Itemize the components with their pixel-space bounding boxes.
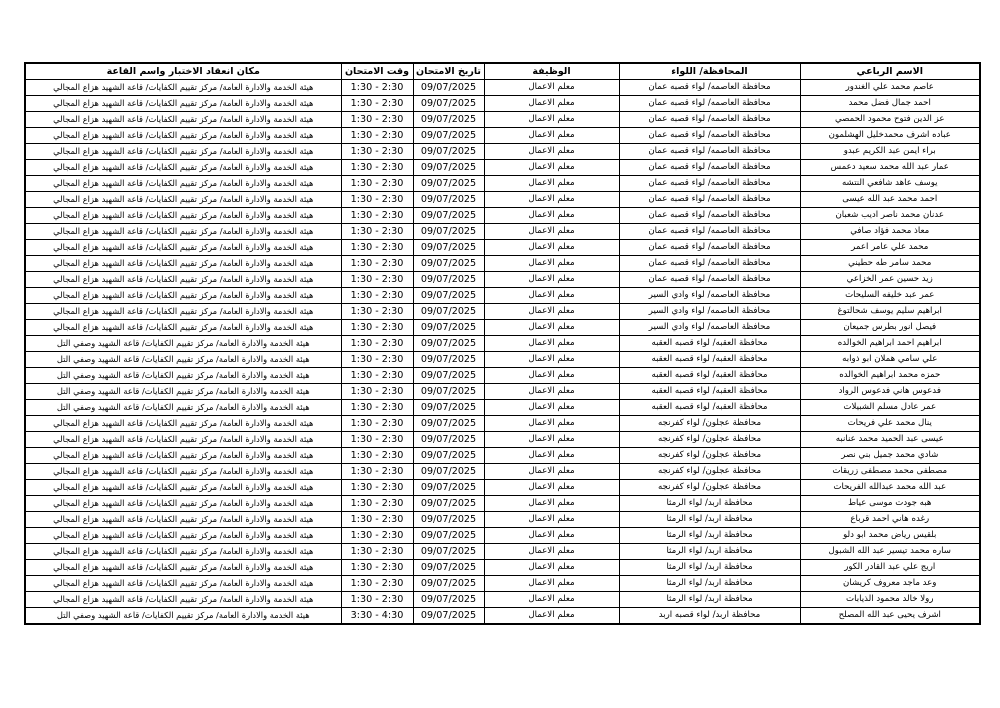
cell-exam_date: 09/07/2025 xyxy=(413,320,484,336)
cell-location: هيئة الخدمة والادارة العامة/ مركز تقييم الكفايات/ قاعة الشهيد وصفي التل xyxy=(25,384,341,400)
cell-governorate: محافظة العقبه/ لواء قصبه العقبه xyxy=(619,384,800,400)
cell-governorate: محافظة العاصمه/ لواء وادي السير xyxy=(619,288,800,304)
table-row xyxy=(25,208,980,224)
cell-exam_time: 1:30 - 2:30 xyxy=(341,400,413,416)
cell-exam_time: 1:30 - 2:30 xyxy=(341,464,413,480)
cell-exam_time: 1:30 - 2:30 xyxy=(341,576,413,592)
cell-location: هيئة الخدمة والادارة العامة/ مركز تقييم الكفايات/ قاعة الشهيد هزاع المجالي xyxy=(25,576,341,592)
cell-exam_time: 1:30 - 2:30 xyxy=(341,496,413,512)
cell-exam_time: 1:30 - 2:30 xyxy=(341,384,413,400)
cell-job: معلم الاعمال xyxy=(484,272,619,288)
cell-exam_date: 09/07/2025 xyxy=(413,576,484,592)
cell-name: عمر عادل مسلم الشبيلات xyxy=(800,400,980,416)
table-row xyxy=(25,288,980,304)
cell-location: هيئة الخدمة والادارة العامة/ مركز تقييم الكفايات/ قاعة الشهيد هزاع المجالي xyxy=(25,448,341,464)
cell-exam_date: 09/07/2025 xyxy=(413,112,484,128)
cell-location: هيئة الخدمة والادارة العامة/ مركز تقييم الكفايات/ قاعة الشهيد هزاع المجالي xyxy=(25,224,341,240)
cell-job: معلم الاعمال xyxy=(484,128,619,144)
cell-exam_time: 1:30 - 2:30 xyxy=(341,432,413,448)
cell-exam_time: 1:30 - 2:30 xyxy=(341,192,413,208)
cell-location: هيئة الخدمة والادارة العامة/ مركز تقييم الكفايات/ قاعة الشهيد هزاع المجالي xyxy=(25,256,341,272)
cell-exam_date: 09/07/2025 xyxy=(413,272,484,288)
cell-location: هيئة الخدمة والادارة العامة/ مركز تقييم الكفايات/ قاعة الشهيد وصفي التل xyxy=(25,368,341,384)
cell-job: معلم الاعمال xyxy=(484,320,619,336)
cell-exam_time: 1:30 - 2:30 xyxy=(341,512,413,528)
cell-location: هيئة الخدمة والادارة العامة/ مركز تقييم الكفايات/ قاعة الشهيد هزاع المجالي xyxy=(25,208,341,224)
cell-name: احمد محمد عبد الله عيسى xyxy=(800,192,980,208)
cell-exam_time: 1:30 - 2:30 xyxy=(341,528,413,544)
cell-exam_date: 09/07/2025 xyxy=(413,224,484,240)
cell-governorate: محافظة عجلون/ لواء كفرنجه xyxy=(619,432,800,448)
cell-location: هيئة الخدمة والادارة العامة/ مركز تقييم الكفايات/ قاعة الشهيد هزاع المجالي xyxy=(25,544,341,560)
cell-name: محمد سامر طه حطيني xyxy=(800,256,980,272)
cell-exam_time: 1:30 - 2:30 xyxy=(341,240,413,256)
column-header-name: الاسم الرباعي xyxy=(800,63,980,80)
cell-exam_date: 09/07/2025 xyxy=(413,176,484,192)
cell-governorate: محافظة العاصمه/ لواء وادي السير xyxy=(619,320,800,336)
cell-name: بلقيس رياض محمد ابو دلو xyxy=(800,528,980,544)
cell-exam_date: 09/07/2025 xyxy=(413,528,484,544)
cell-exam_date: 09/07/2025 xyxy=(413,256,484,272)
cell-governorate: محافظة العاصمه/ لواء قصبه عمان xyxy=(619,128,800,144)
cell-job: معلم الاعمال xyxy=(484,544,619,560)
cell-job: معلم الاعمال xyxy=(484,192,619,208)
table-row xyxy=(25,320,980,336)
cell-job: معلم الاعمال xyxy=(484,416,619,432)
cell-governorate: محافظة عجلون/ لواء كفرنجه xyxy=(619,448,800,464)
cell-exam_date: 09/07/2025 xyxy=(413,464,484,480)
cell-job: معلم الاعمال xyxy=(484,224,619,240)
cell-job: معلم الاعمال xyxy=(484,368,619,384)
cell-governorate: محافظة العاصمه/ لواء قصبه عمان xyxy=(619,112,800,128)
cell-name: ساره محمد تيسير عبد الله الشبول xyxy=(800,544,980,560)
table-row xyxy=(25,528,980,544)
table-row xyxy=(25,240,980,256)
cell-name: عز الدين فتوح محمود الحمصي xyxy=(800,112,980,128)
cell-governorate: محافظة العاصمه/ لواء قصبه عمان xyxy=(619,208,800,224)
cell-name: عمر عبد خليفه السليحات xyxy=(800,288,980,304)
table-row xyxy=(25,128,980,144)
cell-location: هيئة الخدمة والادارة العامة/ مركز تقييم الكفايات/ قاعة الشهيد هزاع المجالي xyxy=(25,288,341,304)
cell-location: هيئة الخدمة والادارة العامة/ مركز تقييم الكفايات/ قاعة الشهيد هزاع المجالي xyxy=(25,528,341,544)
cell-location: هيئة الخدمة والادارة العامة/ مركز تقييم الكفايات/ قاعة الشهيد هزاع المجالي xyxy=(25,80,341,96)
table-row xyxy=(25,160,980,176)
cell-exam_time: 1:30 - 2:30 xyxy=(341,448,413,464)
cell-location: هيئة الخدمة والادارة العامة/ مركز تقييم الكفايات/ قاعة الشهيد هزاع المجالي xyxy=(25,480,341,496)
cell-exam_date: 09/07/2025 xyxy=(413,560,484,576)
cell-job: معلم الاعمال xyxy=(484,400,619,416)
cell-exam_time: 1:30 - 2:30 xyxy=(341,560,413,576)
table-row xyxy=(25,112,980,128)
cell-exam_date: 09/07/2025 xyxy=(413,208,484,224)
cell-exam_date: 09/07/2025 xyxy=(413,352,484,368)
cell-name: فدعوس هاني فدعوس الرواد xyxy=(800,384,980,400)
table-row xyxy=(25,608,980,625)
cell-exam_date: 09/07/2025 xyxy=(413,448,484,464)
cell-exam_time: 1:30 - 2:30 xyxy=(341,176,413,192)
cell-job: معلم الاعمال xyxy=(484,96,619,112)
cell-name: ينال محمد علي فريحات xyxy=(800,416,980,432)
table-row xyxy=(25,304,980,320)
cell-governorate: محافظة عجلون/ لواء كفرنجه xyxy=(619,480,800,496)
cell-governorate: محافظة العاصمه/ لواء قصبه عمان xyxy=(619,80,800,96)
cell-exam_date: 09/07/2025 xyxy=(413,336,484,352)
column-header-exam-time: وقت الامتحان xyxy=(341,63,413,80)
cell-name: عبد الله محمد عبدالله الفريحات xyxy=(800,480,980,496)
column-header-exam-date: تاريخ الامتحان xyxy=(413,63,484,80)
cell-governorate: محافظة العاصمه/ لواء قصبه عمان xyxy=(619,272,800,288)
cell-name: ابراهيم احمد ابراهيم الخوالده xyxy=(800,336,980,352)
cell-name: فيصل انور بطرس جميعان xyxy=(800,320,980,336)
cell-exam_date: 09/07/2025 xyxy=(413,80,484,96)
cell-governorate: محافظة العاصمه/ لواء قصبه عمان xyxy=(619,224,800,240)
cell-location: هيئة الخدمة والادارة العامة/ مركز تقييم الكفايات/ قاعة الشهيد هزاع المجالي xyxy=(25,432,341,448)
cell-job: معلم الاعمال xyxy=(484,528,619,544)
cell-exam_time: 1:30 - 2:30 xyxy=(341,96,413,112)
cell-location: هيئة الخدمة والادارة العامة/ مركز تقييم الكفايات/ قاعة الشهيد هزاع المجالي xyxy=(25,160,341,176)
table-row xyxy=(25,432,980,448)
cell-job: معلم الاعمال xyxy=(484,208,619,224)
cell-job: معلم الاعمال xyxy=(484,608,619,625)
table-row xyxy=(25,592,980,608)
cell-name: هبه جودت موسى عياط xyxy=(800,496,980,512)
cell-governorate: محافظة العاصمه/ لواء قصبه عمان xyxy=(619,240,800,256)
cell-job: معلم الاعمال xyxy=(484,576,619,592)
cell-name: عاصم محمد علي الغندور xyxy=(800,80,980,96)
cell-governorate: محافظة اربد/ لواء الرمثا xyxy=(619,496,800,512)
cell-governorate: محافظة اربد/ لواء الرمثا xyxy=(619,576,800,592)
cell-exam_time: 1:30 - 2:30 xyxy=(341,272,413,288)
cell-exam_date: 09/07/2025 xyxy=(413,368,484,384)
header-row xyxy=(25,63,980,80)
cell-job: معلم الاعمال xyxy=(484,560,619,576)
cell-exam_date: 09/07/2025 xyxy=(413,304,484,320)
cell-exam_time: 1:30 - 2:30 xyxy=(341,544,413,560)
cell-location: هيئة الخدمة والادارة العامة/ مركز تقييم الكفايات/ قاعة الشهيد وصفي التل xyxy=(25,400,341,416)
cell-name: ابراهيم سليم يوسف شحالتوغ xyxy=(800,304,980,320)
cell-governorate: محافظة اربد/ لواء الرمثا xyxy=(619,592,800,608)
cell-name: اريج علي عبد القادر الكور xyxy=(800,560,980,576)
cell-job: معلم الاعمال xyxy=(484,496,619,512)
cell-location: هيئة الخدمة والادارة العامة/ مركز تقييم الكفايات/ قاعة الشهيد هزاع المجالي xyxy=(25,320,341,336)
cell-exam_time: 1:30 - 2:30 xyxy=(341,208,413,224)
cell-exam_date: 09/07/2025 xyxy=(413,416,484,432)
exam-schedule-table xyxy=(24,62,981,625)
cell-job: معلم الاعمال xyxy=(484,432,619,448)
cell-governorate: محافظة العاصمه/ لواء قصبه عمان xyxy=(619,256,800,272)
cell-location: هيئة الخدمة والادارة العامة/ مركز تقييم الكفايات/ قاعة الشهيد هزاع المجالي xyxy=(25,512,341,528)
table-row xyxy=(25,176,980,192)
cell-location: هيئة الخدمة والادارة العامة/ مركز تقييم الكفايات/ قاعة الشهيد هزاع المجالي xyxy=(25,464,341,480)
cell-exam_date: 09/07/2025 xyxy=(413,544,484,560)
cell-name: مصطفى محمد مصطفى زريقات xyxy=(800,464,980,480)
cell-job: معلم الاعمال xyxy=(484,144,619,160)
cell-exam_date: 09/07/2025 xyxy=(413,144,484,160)
cell-location: هيئة الخدمة والادارة العامة/ مركز تقييم الكفايات/ قاعة الشهيد هزاع المجالي xyxy=(25,144,341,160)
cell-exam_time: 1:30 - 2:30 xyxy=(341,592,413,608)
cell-job: معلم الاعمال xyxy=(484,512,619,528)
table-row xyxy=(25,224,980,240)
cell-exam_date: 09/07/2025 xyxy=(413,608,484,625)
table-row xyxy=(25,192,980,208)
table-row xyxy=(25,256,980,272)
table-row xyxy=(25,560,980,576)
cell-exam_date: 09/07/2025 xyxy=(413,160,484,176)
cell-governorate: محافظة العقبه/ لواء قصبه العقبه xyxy=(619,368,800,384)
cell-job: معلم الاعمال xyxy=(484,448,619,464)
cell-exam_time: 1:30 - 2:30 xyxy=(341,256,413,272)
cell-name: وعد ماجد معروف كريشان xyxy=(800,576,980,592)
cell-governorate: محافظة العقبه/ لواء قصبه العقبه xyxy=(619,336,800,352)
table-row xyxy=(25,480,980,496)
cell-exam_date: 09/07/2025 xyxy=(413,128,484,144)
column-header-location: مكان انعقاد الاختبار واسم القاعة xyxy=(25,63,341,80)
cell-job: معلم الاعمال xyxy=(484,288,619,304)
cell-job: معلم الاعمال xyxy=(484,176,619,192)
cell-governorate: محافظة العاصمه/ لواء قصبه عمان xyxy=(619,144,800,160)
cell-name: يوسف عاهد شافعي النتشه xyxy=(800,176,980,192)
cell-location: هيئة الخدمة والادارة العامة/ مركز تقييم الكفايات/ قاعة الشهيد هزاع المجالي xyxy=(25,592,341,608)
cell-governorate: محافظة اربد/ لواء الرمثا xyxy=(619,512,800,528)
table-row xyxy=(25,512,980,528)
cell-governorate: محافظة اربد/ لواء الرمثا xyxy=(619,544,800,560)
table-row xyxy=(25,448,980,464)
cell-location: هيئة الخدمة والادارة العامة/ مركز تقييم الكفايات/ قاعة الشهيد هزاع المجالي xyxy=(25,272,341,288)
cell-exam_date: 09/07/2025 xyxy=(413,192,484,208)
cell-governorate: محافظة العاصمه/ لواء قصبه عمان xyxy=(619,160,800,176)
table-row xyxy=(25,80,980,96)
cell-exam_time: 1:30 - 2:30 xyxy=(341,224,413,240)
cell-exam_time: 1:30 - 2:30 xyxy=(341,352,413,368)
cell-governorate: محافظة اربد/ لواء قصبه اربد xyxy=(619,608,800,625)
column-header-governorate: المحافظة/ اللواء xyxy=(619,63,800,80)
cell-name: حمزه محمد ابراهيم الخوالده xyxy=(800,368,980,384)
cell-location: هيئة الخدمة والادارة العامة/ مركز تقييم الكفايات/ قاعة الشهيد وصفي التل xyxy=(25,352,341,368)
cell-governorate: محافظة اربد/ لواء الرمثا xyxy=(619,528,800,544)
cell-governorate: محافظة عجلون/ لواء كفرنجه xyxy=(619,464,800,480)
cell-job: معلم الاعمال xyxy=(484,240,619,256)
table-row xyxy=(25,576,980,592)
cell-exam_time: 1:30 - 2:30 xyxy=(341,80,413,96)
cell-location: هيئة الخدمة والادارة العامة/ مركز تقييم الكفايات/ قاعة الشهيد هزاع المجالي xyxy=(25,240,341,256)
cell-name: عيسى عبد الحميد محمد عنانبه xyxy=(800,432,980,448)
cell-exam_time: 1:30 - 2:30 xyxy=(341,112,413,128)
column-header-job: الوظيفة xyxy=(484,63,619,80)
cell-name: عدنان محمد ناصر اديب شعبان xyxy=(800,208,980,224)
cell-location: هيئة الخدمة والادارة العامة/ مركز تقييم الكفايات/ قاعة الشهيد وصفي التل xyxy=(25,608,341,625)
table-row xyxy=(25,96,980,112)
cell-name: شادي محمد جميل بني نصر xyxy=(800,448,980,464)
cell-location: هيئة الخدمة والادارة العامة/ مركز تقييم الكفايات/ قاعة الشهيد هزاع المجالي xyxy=(25,416,341,432)
cell-location: هيئة الخدمة والادارة العامة/ مركز تقييم الكفايات/ قاعة الشهيد هزاع المجالي xyxy=(25,112,341,128)
cell-job: معلم الاعمال xyxy=(484,80,619,96)
cell-name: براء ايمن عبد الكريم عبدو xyxy=(800,144,980,160)
cell-location: هيئة الخدمة والادارة العامة/ مركز تقييم الكفايات/ قاعة الشهيد هزاع المجالي xyxy=(25,496,341,512)
cell-job: معلم الاعمال xyxy=(484,112,619,128)
cell-job: معلم الاعمال xyxy=(484,384,619,400)
cell-governorate: محافظة العقبه/ لواء قصبه العقبه xyxy=(619,400,800,416)
cell-name: عباده اشرف محمدخليل الهشلمون xyxy=(800,128,980,144)
cell-name: معاذ محمد فؤاد صافي xyxy=(800,224,980,240)
cell-name: رولا خالد محمود الذيابات xyxy=(800,592,980,608)
cell-exam_date: 09/07/2025 xyxy=(413,96,484,112)
cell-exam_date: 09/07/2025 xyxy=(413,240,484,256)
table-row xyxy=(25,464,980,480)
cell-exam_date: 09/07/2025 xyxy=(413,480,484,496)
cell-exam_time: 1:30 - 2:30 xyxy=(341,144,413,160)
cell-exam_time: 1:30 - 2:30 xyxy=(341,288,413,304)
cell-job: معلم الاعمال xyxy=(484,352,619,368)
cell-exam_time: 1:30 - 2:30 xyxy=(341,160,413,176)
cell-exam_date: 09/07/2025 xyxy=(413,400,484,416)
table-row xyxy=(25,336,980,352)
cell-exam_date: 09/07/2025 xyxy=(413,496,484,512)
cell-job: معلم الاعمال xyxy=(484,160,619,176)
cell-job: معلم الاعمال xyxy=(484,304,619,320)
cell-exam_date: 09/07/2025 xyxy=(413,384,484,400)
cell-name: علي سامي هملان ابو ذوابه xyxy=(800,352,980,368)
cell-exam_date: 09/07/2025 xyxy=(413,288,484,304)
cell-job: معلم الاعمال xyxy=(484,480,619,496)
cell-exam_time: 1:30 - 2:30 xyxy=(341,336,413,352)
cell-name: رغده هاني احمد قرباع xyxy=(800,512,980,528)
table-row xyxy=(25,144,980,160)
cell-governorate: محافظة العاصمه/ لواء وادي السير xyxy=(619,304,800,320)
cell-governorate: محافظة العاصمه/ لواء قصبه عمان xyxy=(619,96,800,112)
cell-exam_time: 1:30 - 2:30 xyxy=(341,480,413,496)
table-row xyxy=(25,400,980,416)
cell-location: هيئة الخدمة والادارة العامة/ مركز تقييم الكفايات/ قاعة الشهيد هزاع المجالي xyxy=(25,192,341,208)
cell-exam_time: 1:30 - 2:30 xyxy=(341,416,413,432)
cell-exam_time: 1:30 - 2:30 xyxy=(341,320,413,336)
table-row xyxy=(25,352,980,368)
cell-exam_time: 3:30 - 4:30 xyxy=(341,608,413,625)
cell-job: معلم الاعمال xyxy=(484,256,619,272)
cell-location: هيئة الخدمة والادارة العامة/ مركز تقييم الكفايات/ قاعة الشهيد هزاع المجالي xyxy=(25,304,341,320)
cell-location: هيئة الخدمة والادارة العامة/ مركز تقييم الكفايات/ قاعة الشهيد وصفي التل xyxy=(25,336,341,352)
cell-location: هيئة الخدمة والادارة العامة/ مركز تقييم الكفايات/ قاعة الشهيد هزاع المجالي xyxy=(25,128,341,144)
cell-exam_time: 1:30 - 2:30 xyxy=(341,304,413,320)
cell-name: عمار عبد الله محمد سعيد دعمس xyxy=(800,160,980,176)
cell-exam_time: 1:30 - 2:30 xyxy=(341,128,413,144)
table-row xyxy=(25,368,980,384)
cell-location: هيئة الخدمة والادارة العامة/ مركز تقييم الكفايات/ قاعة الشهيد هزاع المجالي xyxy=(25,176,341,192)
table-row xyxy=(25,384,980,400)
cell-governorate: محافظة عجلون/ لواء كفرنجه xyxy=(619,416,800,432)
cell-name: اشرف يحيى عبد الله المصلح xyxy=(800,608,980,625)
cell-governorate: محافظة اربد/ لواء الرمثا xyxy=(619,560,800,576)
cell-job: معلم الاعمال xyxy=(484,592,619,608)
cell-location: هيئة الخدمة والادارة العامة/ مركز تقييم الكفايات/ قاعة الشهيد هزاع المجالي xyxy=(25,96,341,112)
table-row xyxy=(25,496,980,512)
cell-governorate: محافظة العاصمه/ لواء قصبه عمان xyxy=(619,192,800,208)
table-row xyxy=(25,544,980,560)
cell-exam_date: 09/07/2025 xyxy=(413,592,484,608)
table-row xyxy=(25,272,980,288)
table-row xyxy=(25,416,980,432)
cell-exam_date: 09/07/2025 xyxy=(413,432,484,448)
cell-exam_date: 09/07/2025 xyxy=(413,512,484,528)
cell-name: محمد علي عامر اعمر xyxy=(800,240,980,256)
cell-name: احمد جمال فضل محمد xyxy=(800,96,980,112)
cell-governorate: محافظة العاصمه/ لواء قصبه عمان xyxy=(619,176,800,192)
cell-exam_time: 1:30 - 2:30 xyxy=(341,368,413,384)
cell-job: معلم الاعمال xyxy=(484,464,619,480)
cell-governorate: محافظة العقبه/ لواء قصبه العقبه xyxy=(619,352,800,368)
cell-job: معلم الاعمال xyxy=(484,336,619,352)
cell-location: هيئة الخدمة والادارة العامة/ مركز تقييم الكفايات/ قاعة الشهيد هزاع المجالي xyxy=(25,560,341,576)
cell-name: زيد حسين عمر الخزاعي xyxy=(800,272,980,288)
